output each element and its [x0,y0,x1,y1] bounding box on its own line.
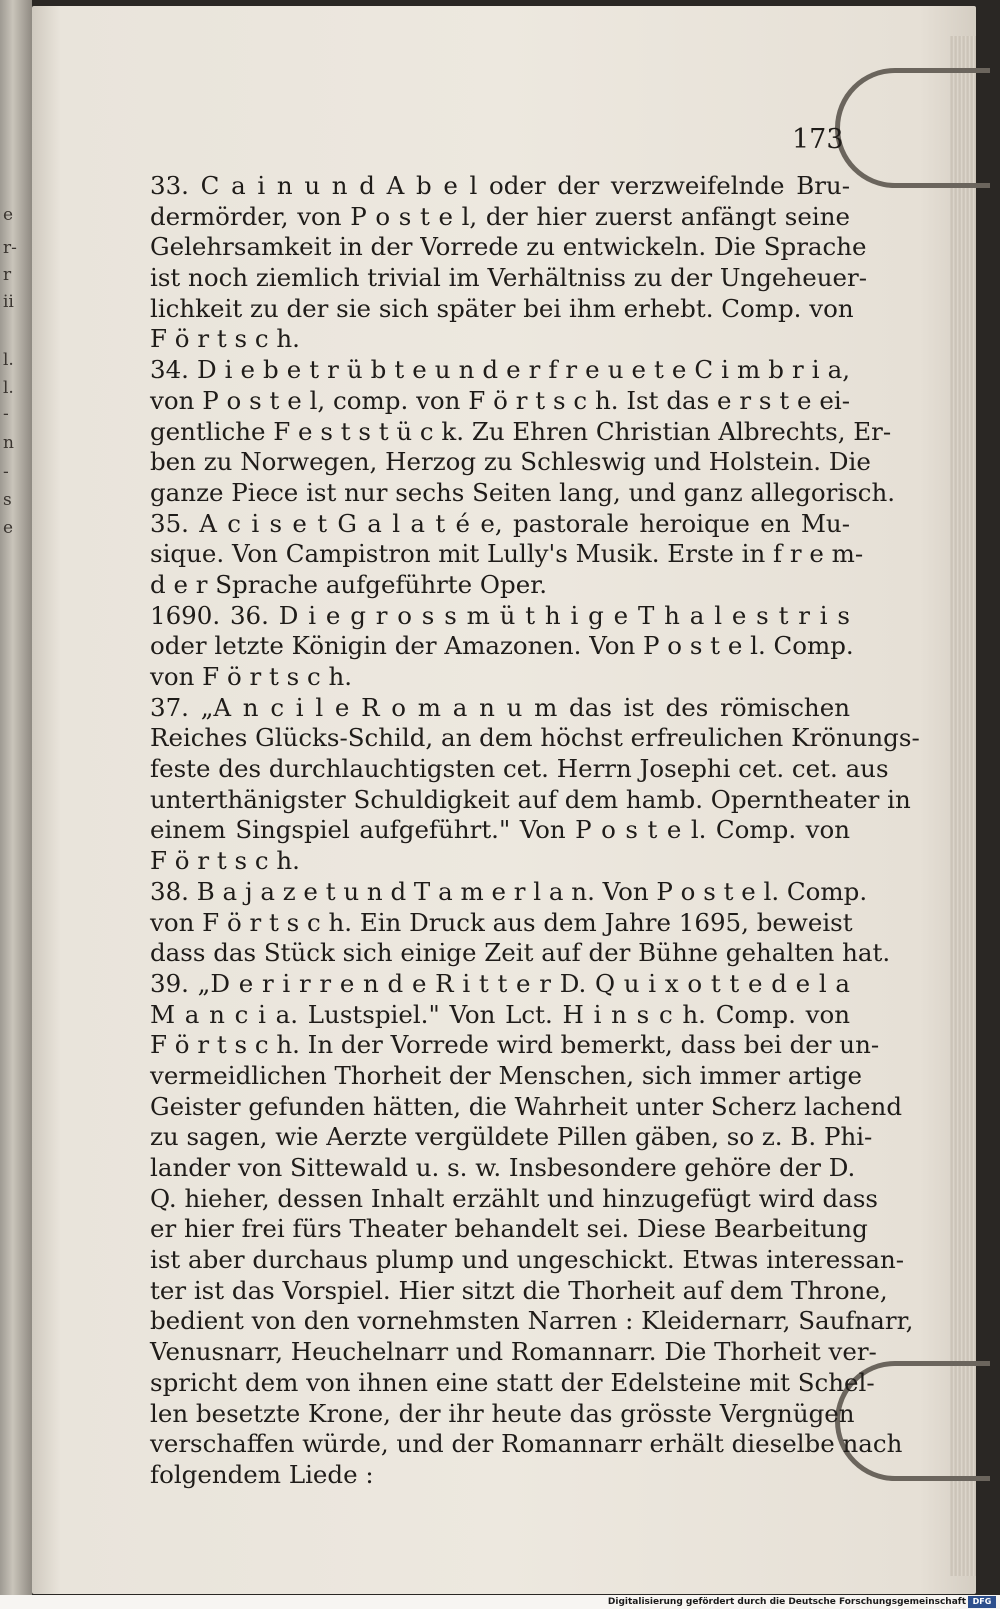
page-edge-stack [950,36,976,1576]
text-line: vermeidlichen Thorheit der Menschen, sich immer artige [150,1060,863,1090]
text-line: Gelehrsamkeit in der Vorrede zu entwickeln. Die Sprache [150,232,867,262]
page-body-text [150,171,920,1491]
left-page-fragment: e [3,205,14,225]
text-line: zu sagen, wie Aerzte vergüldete Pillen gäben, so z. B. Phi- [150,1122,873,1152]
text-line: d e r Sprache aufgeführte Oper. [150,569,548,599]
text-line: 34. D i e b e t r ü b t e u n d e r f r e u e t e C i m b r i a, [150,355,850,385]
left-page-fragment: n [3,433,14,453]
text-line: gentliche F e s t s t ü c k. Zu Ehren Christian Albrechts, Er- [150,416,892,446]
text-line: einem Singspiel aufgeführt." Von P o s t e l. Comp. von [150,815,850,845]
text-line: ter ist das Vorspiel. Hier sitzt die Thorheit auf dem Throne, [150,1275,888,1305]
text-line: M a n c i a. Lustspiel." Von Lct. H i n s c h. Comp. von [150,999,850,1029]
text-line: 37. „A n c i l e R o m a n u m das ist des römischen [150,692,850,722]
text-line: ganze Piece ist nur sechs Seiten lang, und ganz allegorisch. [150,477,896,507]
text-line: spricht dem von ihnen eine statt der Edelsteine mit Schel- [150,1367,875,1397]
text-line: bedient von den vornehmsten Narren : Kleidernarr, Saufnarr, [150,1306,914,1336]
text-line: ist aber durchaus plump und ungeschickt. Etwas interessan- [150,1245,905,1275]
left-page-fragment: r- [3,238,17,258]
text-line: F ö r t s c h. [150,324,300,354]
text-line: Q. hieher, dessen Inhalt erzählt und hinzugefügt wird dass [150,1183,878,1213]
left-page-fragment: - [3,462,9,482]
text-line: lichkeit zu der sie sich später bei ihm erhebt. Comp. von [150,293,854,323]
text-line: verschaffen würde, und der Romannarr erhält dieselbe nach [150,1429,903,1459]
text-line: 39. „D e r i r r e n d e R i t t e r D. Q u i x o t t e d e l a [150,968,850,998]
text-line: Geister gefunden hätten, die Wahrheit unter Scherz lachend [150,1091,903,1121]
text-line: len besetzte Krone, der ihr heute das grösste Vergnügen [150,1398,855,1428]
text-line: 35. A c i s e t G a l a t é e, pastorale heroique en Mu- [150,508,850,538]
text-line: dass das Stück sich einige Zeit auf der Bühne gehalten hat. [150,938,891,968]
text-line: von F ö r t s c h. Ein Druck aus dem Jahre 1695, beweist [150,907,853,937]
text-line: von P o s t e l, comp. von F ö r t s c h. Ist das e r s t e ei- [150,385,850,415]
text-line: ist noch ziemlich trivial im Verhältniss zu der Ungeheuer- [150,263,868,293]
text-line: er hier frei fürs Theater behandelt sei. Diese Bearbeitung [150,1214,868,1244]
left-page-fragment: e [3,518,14,538]
footer-bar [0,1595,1000,1609]
left-page-fragment: ii [3,292,14,312]
text-line: Venusnarr, Heuchelnarr und Romannarr. Die Thorheit ver- [150,1337,877,1367]
text-line: lander von Sittewald u. s. w. Insbesondere gehöre der D. [150,1153,856,1182]
text-line: ben zu Norwegen, Herzog zu Schleswig und Holstein. Die [150,447,871,477]
page-number: 173 [792,124,844,155]
left-page-fragment: - [3,404,9,424]
text-line: unterthänigster Schuldigkeit auf dem hamb. Operntheater in [150,784,911,814]
left-page-fragment: l. [3,350,14,370]
text-line: 38. B a j a z e t u n d T a m e r l a n. Von P o s t e l. Comp. [150,876,868,906]
text-line: 1690. 36. D i e g r o s s m ü t h i g e T h a l e s t r i s [150,600,850,630]
left-page-fragment: l. [3,378,14,398]
text-line: dermörder, von P o s t e l, der hier zuerst anfängt seine [150,201,850,231]
left-page-edge [0,0,32,1595]
text-line: feste des durchlauchtigsten cet. Herrn Josephi cet. cet. aus [150,754,889,784]
book-page [32,6,976,1594]
left-page-fragment: s [3,490,12,510]
top-clip [835,68,990,188]
text-line: F ö r t s c h. [150,846,300,876]
text-line: Reiches Glücks-Schild, an dem höchst erfreulichen Krönungs- [150,723,920,753]
text-line: von F ö r t s c h. [150,662,353,691]
left-page-fragment: r [3,265,12,285]
text-line: F ö r t s c h. In der Vorrede wird bemerkt, dass bei der un- [150,1030,880,1060]
footer-credit: Digitalisierung gefördert durch die Deutsche Forschungsgemeinschaft [607,1597,966,1607]
dfg-logo-icon: DFG [968,1596,996,1608]
text-line: 33. C a i n u n d A b e l oder der verzweifelnde Bru- [150,171,850,200]
text-line: sique. Von Campistron mit Lully's Musik. Erste in f r e m- [150,539,864,569]
text-line: oder letzte Königin der Amazonen. Von P o s t e l. Comp. [150,631,854,661]
text-line: folgendem Liede : [150,1459,374,1489]
